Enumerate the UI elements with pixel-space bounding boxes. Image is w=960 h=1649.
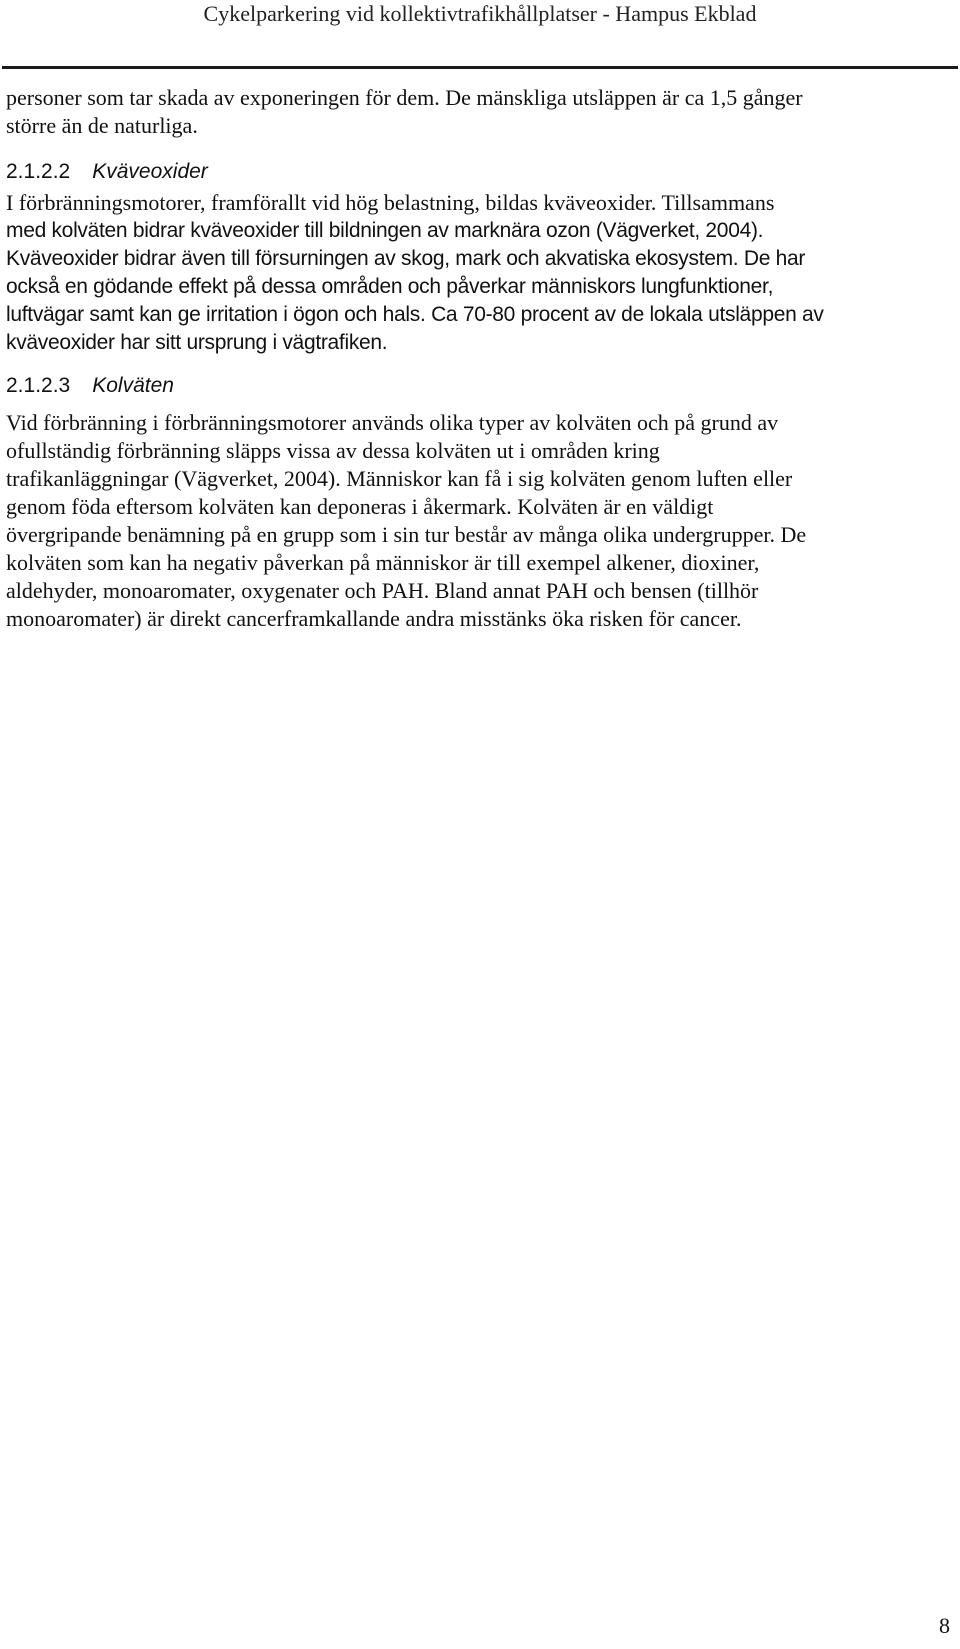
paragraph-line: ofullständig förbränning släpps vissa av dessa kolväten ut i områden kring (6, 438, 660, 463)
section-number: 2.1.2.3 (6, 374, 71, 397)
paragraph-line: också en gödande effekt på dessa områden och påverkar människors lungfunktioner, (6, 275, 774, 298)
paragraph-line: genom föda eftersom kolväten kan deponeras i åkermark. Kolväten är en väldigt (6, 494, 714, 519)
paragraph-line: kväveoxider har sitt ursprung i vägtrafiken. (6, 331, 388, 354)
paragraph-kvaveoxider (6, 189, 956, 357)
paragraph-line: kolväten som kan ha negativ påverkan på människor är till exempel alkener, dioxiner, (6, 550, 760, 575)
paragraph-line: trafikanläggningar (Vägverket, 2004). Människor kan få i sig kolväten genom luften eller (6, 466, 793, 491)
paragraph-line: monoaromater) är direkt cancerframkallande andra misstänks öka risken för cancer. (6, 606, 742, 631)
paragraph-line: aldehyder, monoaromater, oxygenater och PAH. Bland annat PAH och bensen (tillhör (6, 578, 759, 603)
page-number: 8 (939, 1613, 950, 1638)
paragraph-line: personer som tar skada av exponeringen för dem. De mänskliga utsläppen är ca 1,5 gånger (6, 85, 803, 110)
paragraph-kolvaten (6, 409, 956, 633)
header-rule (2, 66, 958, 69)
section-title: Kolväten (92, 374, 174, 397)
running-header: Cykelparkering vid kollektivtrafikhållplatser - Hampus Ekblad (203, 1, 757, 26)
section-heading-kvaveoxider (6, 158, 208, 186)
intro-paragraph (6, 84, 956, 140)
section-title: Kväveoxider (92, 160, 208, 183)
paragraph-line: övergripande benämning på en grupp som i sin tur består av många olika undergrupper. De (6, 522, 807, 547)
paragraph-line: I förbränningsmotorer, framförallt vid hög belastning, bildas kväveoxider. Tillsammans (6, 190, 775, 215)
paragraph-line: luftvägar samt kan ge irritation i ögon och hals. Ca 70-80 procent av de lokala utsläppen av (6, 303, 824, 326)
section-number: 2.1.2.2 (6, 160, 71, 183)
section-heading-kolvaten (6, 372, 174, 400)
paragraph-line: Vid förbränning i förbränningsmotorer används olika typer av kolväten och på grund av (6, 410, 779, 435)
paragraph-line: större än de naturliga. (6, 113, 198, 138)
paragraph-line: med kolväten bidrar kväveoxider till bildningen av marknära ozon (Vägverket, 2004). (6, 219, 764, 242)
paragraph-line: Kväveoxider bidrar även till försurningen av skog, mark och akvatiska ekosystem. De har (6, 247, 806, 270)
